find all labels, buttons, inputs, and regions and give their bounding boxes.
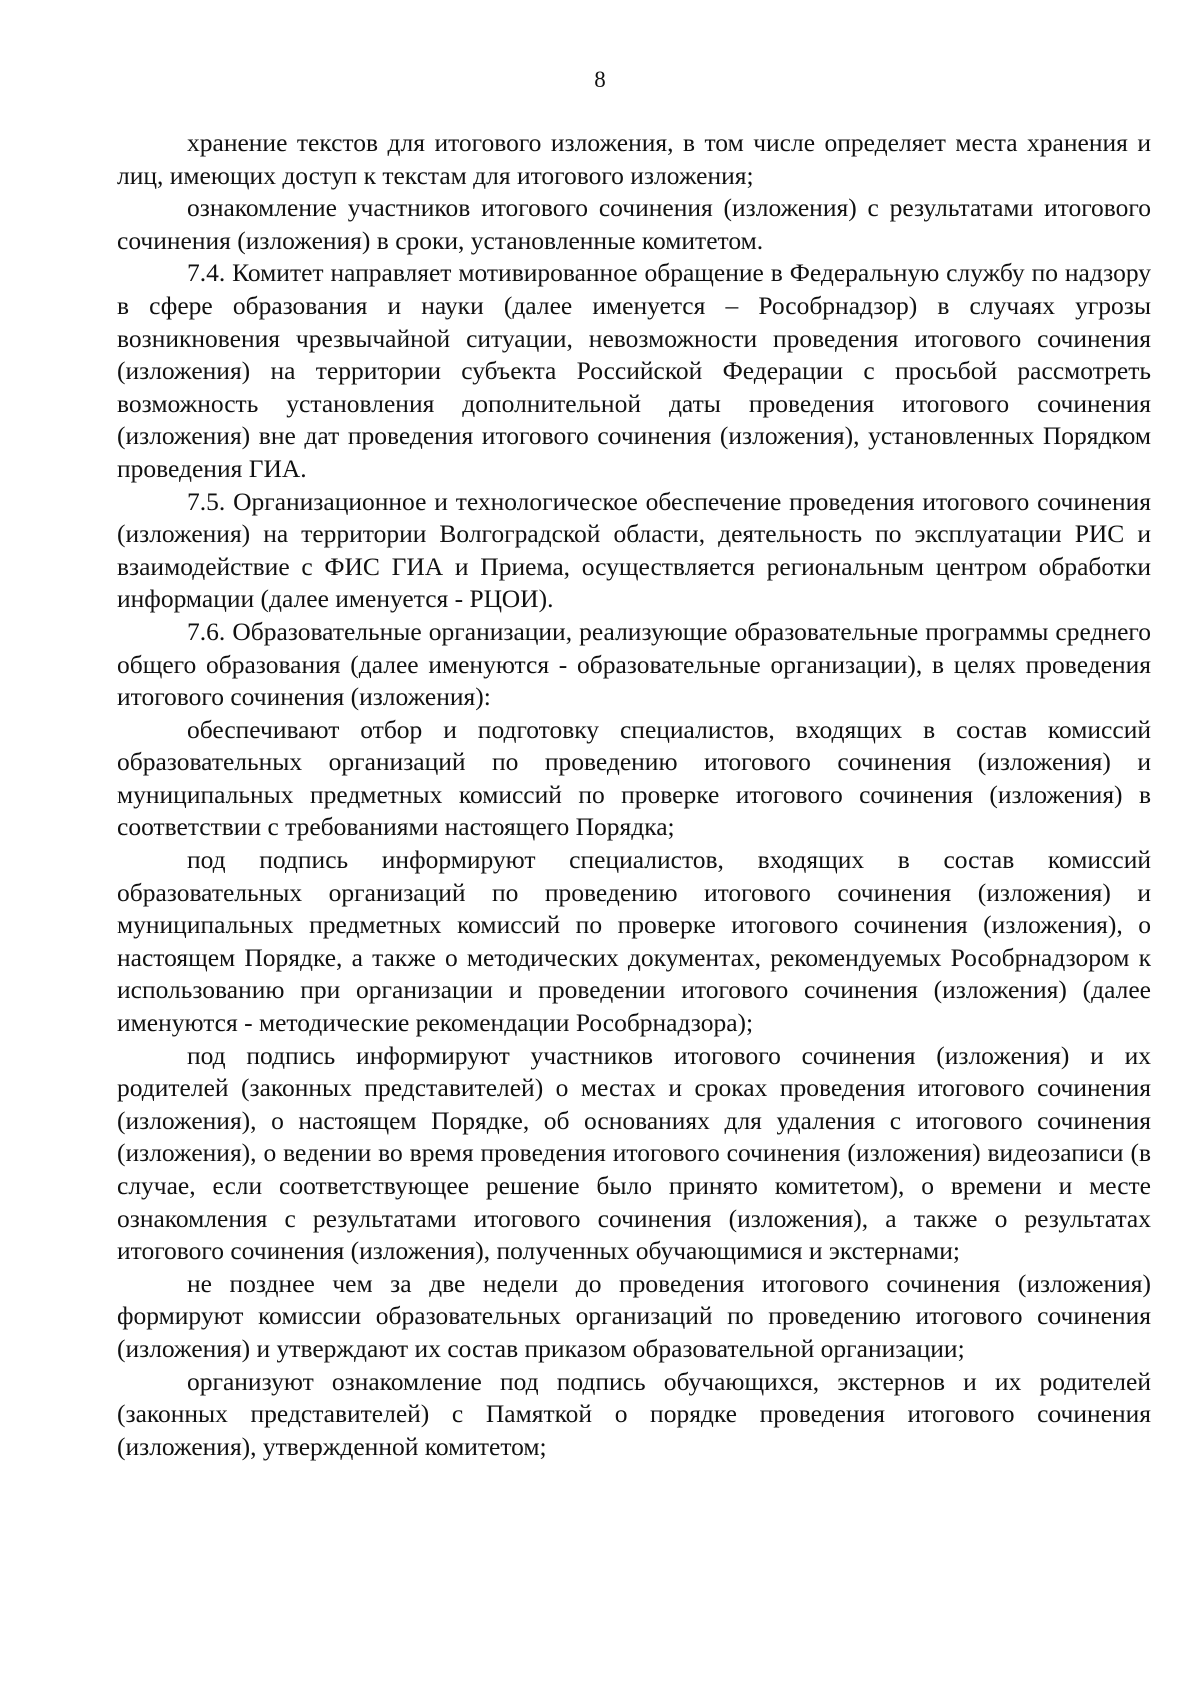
- paragraph-specialist-selection: обеспечивают отбор и подготовку специалистов, входящих в состав комиссий образовательных организаций по проведению итогового сочинения (изложения) и муниципальных предметных комиссий по проверке итогового сочинения (изложения) в соответствии с требованиями настоящего Порядка;: [117, 714, 1151, 842]
- paragraph-7-4: 7.4. Комитет направляет мотивированное обращение в Федеральную службу по надзору в сфере образования и науки (далее именуется – Рособрнадзор) в случаях угрозы возникновения чрезвычайной ситуации, невозможности проведения итогового сочинения (изложения) на территории субъекта Российской Федерации с просьбой рассмотреть возможность установления дополнительной даты проведения итогового сочинения (изложения) вне дат проведения итогового сочинения (изложения), установленных Порядком проведения ГИА.: [117, 258, 1151, 483]
- paragraph-memo-familiarization: организуют ознакомление под подпись обучающихся, экстернов и их родителей (законных представителей) с Памяткой о порядке проведения итогового сочинения (изложения), утвержденной комитетом;: [117, 1366, 1151, 1461]
- paragraph-7-5: 7.5. Организационное и технологическое обеспечение проведения итогового сочинения (изложения) на территории Волгоградской области, деятельность по эксплуатации РИС и взаимодействие с ФИС ГИА и Приема, осуществляется региональным центром обработки информации (далее именуется - РЦОИ).: [117, 486, 1151, 614]
- paragraph-participant-informing: под подпись информируют участников итогового сочинения (изложения) и их родителей (законных представителей) о местах и сроках проведения итогового сочинения (изложения), о настоящем Порядке, об основаниях для удаления с итогового сочинения (изложения), о ведении во время проведения итогового сочинения (изложения) видеозаписи (в случае, если соответствующее решение было принято комитетом), о времени и месте ознакомления с результатами итогового сочинения (изложения), а также о результатах итогового сочинения (изложения), полученных обучающимися и экстернами;: [117, 1040, 1151, 1266]
- page-number: 8: [594, 67, 606, 92]
- paragraph-7-6: 7.6. Образовательные организации, реализующие образовательные программы среднего общего образования (далее именуются - образовательные организации), в целях проведения итогового сочинения (изложения):: [117, 616, 1151, 712]
- paragraph-results-familiarization: ознакомление участников итогового сочинения (изложения) с результатами итогового сочинения (изложения) в сроки, установленные комитетом.: [117, 193, 1151, 255]
- paragraph-text-storage: хранение текстов для итогового изложения, в том числе определяет места хранения и лиц, имеющих доступ к текстам для итогового изложения;: [117, 128, 1151, 190]
- paragraph-specialist-informing: под подпись информируют специалистов, входящих в состав комиссий образовательных организаций по проведению итогового сочинения (изложения) и муниципальных предметных комиссий по проверке итогового сочинения (изложения), о настоящем Порядке, а также о методических документах, рекомендуемых Рособрнадзором к использованию при организации и проведении итогового сочинения (изложения) (далее именуются - методические рекомендации Рособрнадзора);: [117, 845, 1151, 1038]
- paragraph-commission-formation: не позднее чем за две недели до проведения итогового сочинения (изложения) формируют комиссии образовательных организаций по проведению итогового сочинения (изложения) и утверждают их состав приказом образовательной организации;: [117, 1268, 1151, 1363]
- document-body: [117, 127, 1151, 1463]
